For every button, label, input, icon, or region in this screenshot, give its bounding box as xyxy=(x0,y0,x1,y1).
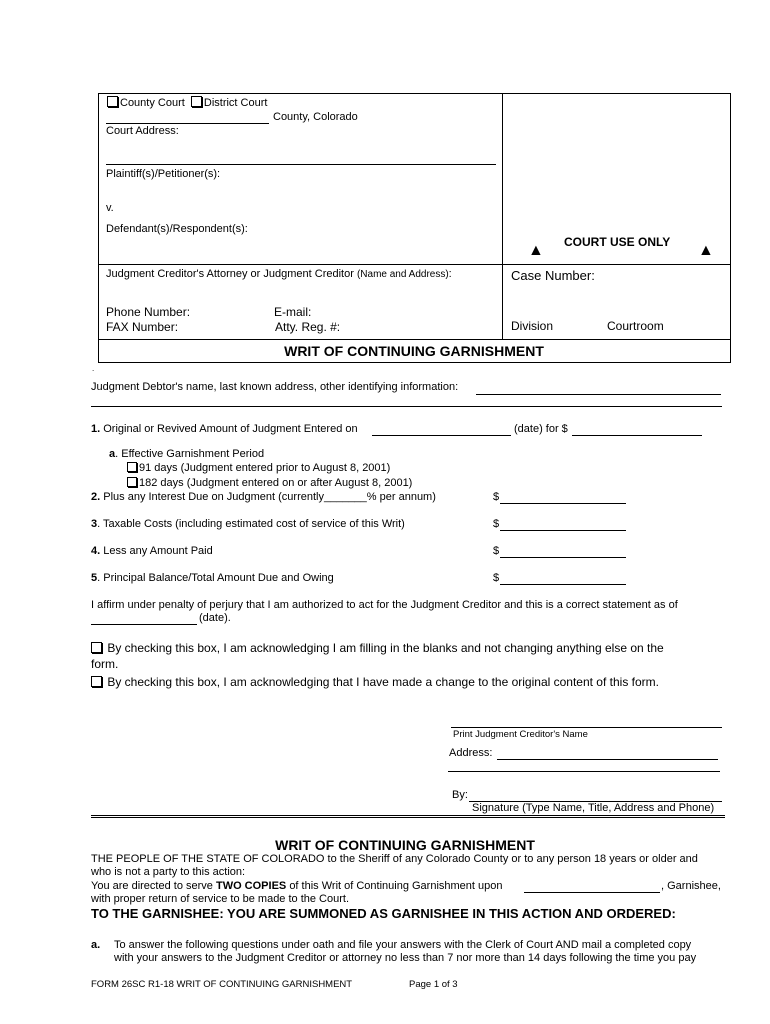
proper-return-line: with proper return of service to be made to the Court. xyxy=(91,893,350,905)
item-4-number: 4. xyxy=(91,545,101,557)
address-blank-2[interactable] xyxy=(448,771,720,772)
directed-line xyxy=(91,880,503,892)
affirm-date-blank[interactable] xyxy=(91,624,197,625)
by-label: By: xyxy=(452,789,468,801)
print-name-label: Print Judgment Creditor's Name xyxy=(453,729,588,740)
attorney-label-sub: (Name and Address) xyxy=(356,269,449,280)
paid-amount-blank[interactable] xyxy=(500,557,626,558)
caption-divider-1 xyxy=(98,264,730,265)
email-label: E-mail: xyxy=(274,305,312,319)
debtor-dot: . xyxy=(92,364,95,373)
debtor-label: Judgment Debtor's name, last known address, other identifying information: xyxy=(91,381,459,393)
change-text: By checking this box, I am acknowledging that I have made a change to the original content of this form. xyxy=(107,675,659,689)
up-arrow-right-icon: ▲ xyxy=(698,242,714,259)
period-182-option xyxy=(127,477,412,489)
no-change-text: By checking this box, I am acknowledging I am filling in the blanks and not changing anything else on the xyxy=(107,641,664,655)
item-3-number: 3 xyxy=(91,518,98,530)
footer-form-id: FORM 26SC R1-18 WRIT OF CONTINUING GARNISHMENT xyxy=(91,979,353,990)
item-5-text: . Principal Balance/Total Amount Due and Owing xyxy=(97,572,334,584)
period-91-label: 91 days (Judgment entered prior to August 8, 2001) xyxy=(139,462,391,474)
debtor-info-blank-1[interactable] xyxy=(476,394,721,395)
division-label: Division xyxy=(511,319,554,333)
court-use-only-label: COURT USE ONLY xyxy=(564,235,671,249)
defendant-label: Defendant(s)/Respondent(s): xyxy=(106,223,248,235)
item-1-text: Original or Revived Amount of Judgment Entered on xyxy=(103,423,358,435)
fax-label: FAX Number: xyxy=(106,320,179,334)
directed-post: of this Writ of Continuing Garnishment upon xyxy=(289,880,503,892)
interest-amount-blank[interactable] xyxy=(500,503,626,504)
phone-label: Phone Number: xyxy=(106,305,191,319)
two-copies: TWO COPIES xyxy=(215,880,287,892)
district-court-checkbox[interactable] xyxy=(191,96,202,107)
footer-page-number: Page 1 of 3 xyxy=(409,979,458,990)
caption-divider-2 xyxy=(98,339,730,340)
plaintiff-label: Plaintiff(s)/Petitioner(s): xyxy=(106,168,221,180)
atty-reg-label: Atty. Reg. #: xyxy=(275,320,341,334)
item-1 xyxy=(91,423,358,435)
item-5-number: 5 xyxy=(91,572,98,584)
case-number-label: Case Number: xyxy=(511,268,595,283)
directed-pre: You are directed to serve xyxy=(91,880,213,892)
item-5-dollar: $ xyxy=(493,572,500,584)
paragraph-a-line-1: To answer the following questions under oath and file your answers with the Clerk of Court AND mail a completed copy xyxy=(114,939,692,951)
period-91-checkbox[interactable] xyxy=(127,462,137,472)
no-change-checkbox[interactable] xyxy=(91,642,102,653)
paragraph-a-line-2: with your answers to the Judgment Creditor or attorney no less than 7 nor more than 14 days following the time you pay xyxy=(114,952,697,964)
county-colorado-label: County, Colorado xyxy=(273,111,358,123)
garnishee-name-blank[interactable] xyxy=(524,892,660,893)
people-line-1: THE PEOPLE OF THE STATE OF COLORADO to the Sheriff of any Colorado County or to any person 18 years or older and xyxy=(91,853,698,865)
period-a-letter: a xyxy=(109,448,116,460)
judgment-amount-blank[interactable] xyxy=(572,435,702,436)
caption-divider-vertical xyxy=(502,93,503,340)
item-2-text: Plus any Interest Due on Judgment (currently_______% per annum) xyxy=(103,491,436,503)
people-line-2: who is not a party to this action: xyxy=(91,866,246,878)
garnishee-label: , Garnishee, xyxy=(661,880,721,892)
acknowledge-no-change xyxy=(91,641,664,655)
district-court-label: District Court xyxy=(203,97,268,109)
period-91-option xyxy=(127,462,390,474)
section-divider xyxy=(91,815,725,818)
item-4 xyxy=(91,545,213,557)
court-address-label: Court Address: xyxy=(106,125,179,137)
courtroom-label: Courtroom xyxy=(607,319,664,333)
item-3 xyxy=(91,518,405,530)
attorney-label xyxy=(106,268,452,280)
form-title: WRIT OF CONTINUING GARNISHMENT xyxy=(284,343,544,359)
up-arrow-left-icon: ▲ xyxy=(528,242,544,259)
item-4-dollar: $ xyxy=(493,545,500,557)
attorney-label-colon: : xyxy=(448,268,452,280)
period-182-label: 182 days (Judgment entered on or after August 8, 2001) xyxy=(139,477,413,489)
change-checkbox[interactable] xyxy=(91,676,102,687)
balance-amount-blank[interactable] xyxy=(500,584,626,585)
acknowledge-no-change-cont: form. xyxy=(91,657,119,671)
affirm-date-label: (date). xyxy=(199,612,231,624)
creditor-name-blank[interactable] xyxy=(451,727,722,728)
affirm-line-1: I affirm under penalty of perjury that I am authorized to act for the Judgment Creditor and this is a correct statement as of xyxy=(91,599,678,611)
costs-amount-blank[interactable] xyxy=(500,530,626,531)
item-2-dollar: $ xyxy=(493,491,500,503)
item-3-text: . Taxable Costs (including estimated cost of service of this Writ) xyxy=(97,518,405,530)
period-label-text: . Effective Garnishment Period xyxy=(115,448,265,460)
attorney-label-main: Judgment Creditor's Attorney or Judgment Creditor xyxy=(106,268,354,280)
paragraph-a-label: a. xyxy=(91,939,101,951)
county-court-checkbox[interactable] xyxy=(107,96,118,107)
judgment-date-blank[interactable] xyxy=(372,435,511,436)
item-3-dollar: $ xyxy=(493,518,500,530)
item-2 xyxy=(91,491,436,503)
item-4-text: Less any Amount Paid xyxy=(103,545,213,557)
debtor-info-blank-2[interactable] xyxy=(91,406,722,407)
item-1-number: 1. xyxy=(91,423,101,435)
period-182-checkbox[interactable] xyxy=(127,477,137,487)
signature-label: Signature (Type Name, Title, Address and Phone) xyxy=(472,802,715,814)
county-court-label: County Court xyxy=(120,97,185,109)
address-label: Address: xyxy=(449,747,493,759)
address-blank-1[interactable] xyxy=(497,759,718,760)
garnishment-period-label xyxy=(109,448,264,460)
court-address-blank[interactable] xyxy=(106,164,496,165)
summons-heading: TO THE GARNISHEE: YOU ARE SUMMONED AS GARNISHEE IN THIS ACTION AND ORDERED: xyxy=(91,906,676,921)
writ-title: WRIT OF CONTINUING GARNISHMENT xyxy=(275,837,535,853)
item-5 xyxy=(91,572,334,584)
county-name-blank[interactable] xyxy=(106,123,269,124)
versus-label: v. xyxy=(106,202,114,214)
item-1-date-label: (date) for $ xyxy=(514,423,568,435)
acknowledge-change xyxy=(91,675,659,689)
item-2-number: 2. xyxy=(91,491,101,503)
court-type-row xyxy=(107,96,267,109)
